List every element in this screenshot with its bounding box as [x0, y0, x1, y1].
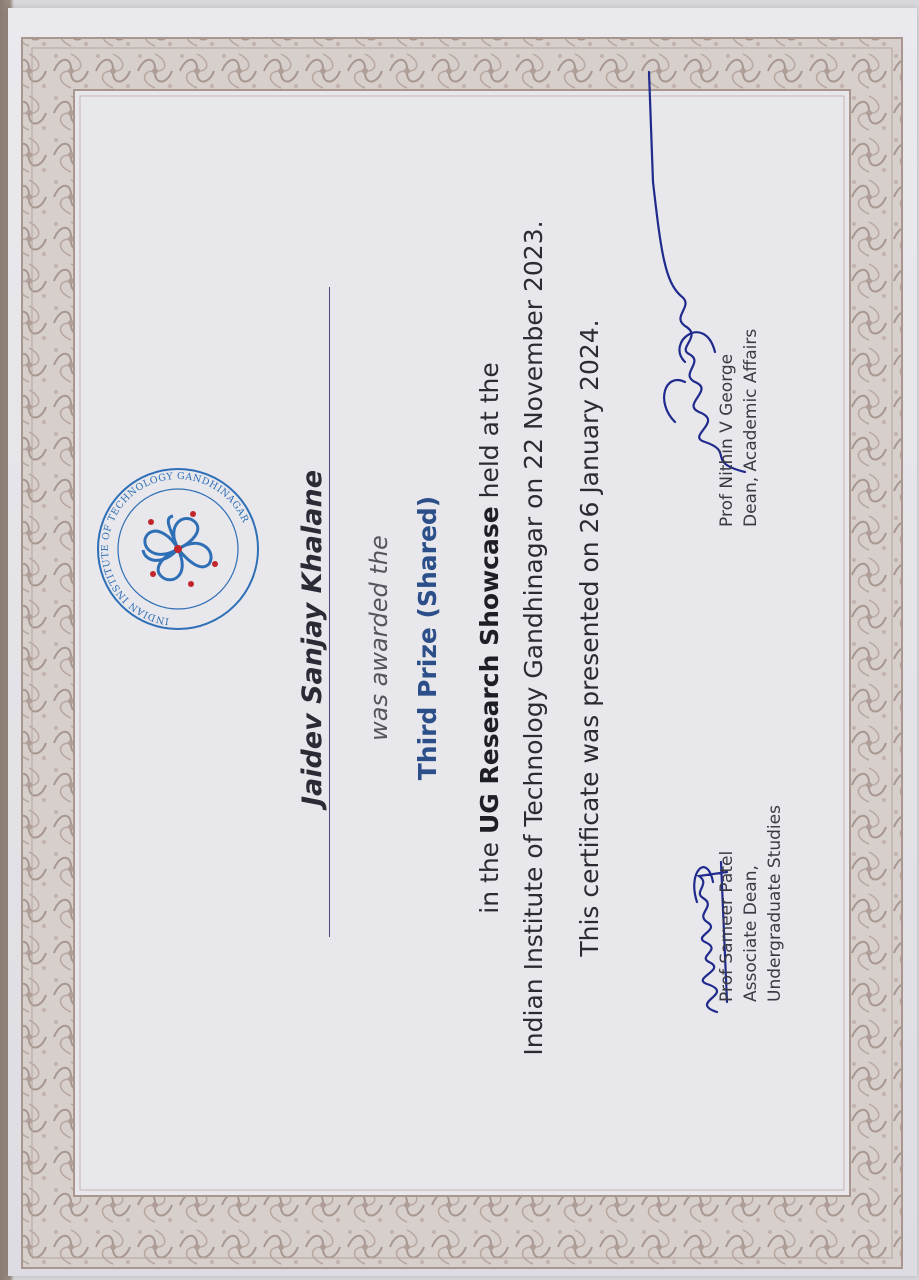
event-suffix: held at the	[475, 362, 504, 507]
right-signatory	[715, 167, 763, 527]
left-signatory-title2: Undergraduate Studies	[765, 805, 785, 1002]
right-signatory-title1: Dean, Academic Affairs	[741, 328, 761, 527]
prize-title: Third Prize (Shared)	[413, 495, 442, 781]
right-signatory-name: Prof Nithin V George	[717, 353, 737, 527]
name-underline	[329, 287, 330, 937]
venue-line: Indian Institute of Technology Gandhinagar on 22 November 2023.	[519, 220, 548, 1056]
event-prefix: in the	[475, 834, 504, 914]
event-line	[475, 94, 504, 1182]
left-signatory-name: Prof Sameer Patel	[717, 850, 737, 1002]
certificate-content	[79, 94, 839, 1182]
event-name: UG Research Showcase	[475, 506, 504, 834]
institute-seal	[93, 464, 263, 634]
awarded-text: was awarded the	[365, 535, 393, 741]
presented-line: This certificate was presented on 26 January 2024.	[575, 319, 604, 957]
left-signatory-title1: Associate Dean,	[741, 865, 761, 1002]
left-signatory	[715, 642, 787, 1002]
seal-text: INDIAN INSTITUTE OF TECHNOLOGY GANDHINAGAR	[99, 470, 251, 627]
recipient-name: Jaidev Sanjay Khalane	[297, 469, 328, 807]
